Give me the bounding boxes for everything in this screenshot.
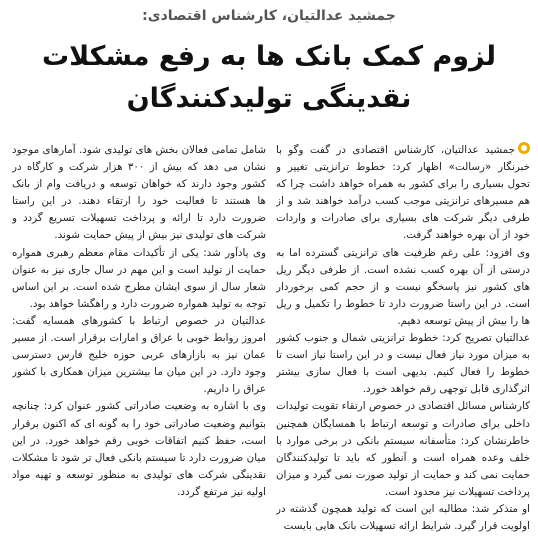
paragraph-9: وی با اشاره به وضعیت صادراتی کشور عنوان کرد: چنانچه بتوانیم وضعیت صادراتی خود را به گونه ای که اکنون برقرار است، حفظ کنیم اتفاقات خوبی رقم خواهد خورد. در این میان ضرورت دارد تا سیستم بانکی فعال تر شود تا مشکلات نقدینگی شرکت های تولیدی به منظور توسعه و تهیه مواد اولیه نیز مرتفع گردد. — [12, 400, 266, 498]
bullet-icon — [518, 142, 530, 154]
article-headline: لزوم کمک بانک ها به رفع مشکلات نقدینگی تولیدکنندگان — [42, 41, 496, 114]
paragraph-1 — [276, 142, 530, 245]
paragraph-8: عدالتیان در خصوص ارتباط با کشورهای همسایه گفت: امروز روابط خوبی با عراق و امارات برقرار است. از مسیر عمان نیز به بازارهای عربی حوزه خلیج فارس دسترسی وجود دارد. در این میان ما بیشترین میزان همکاری با کشور عراق را داریم. — [12, 314, 266, 396]
paragraph-3: عدالتیان تصریح کرد: خطوط ترانزیتی شمال و جنوب کشور به میزان مورد نیاز فعال نیست و در این راستا نیاز است تا خطوط را فعال کنیم. بدیهی است با فعال سازی بیشتر اثرگذاری قابل توجهی رقم خواهد خورد. — [276, 332, 530, 396]
article-kicker: جمشید عدالتیان، کارشناس اقتصادی: — [142, 8, 396, 24]
paragraph-1-text: جمشید عدالتیان، کارشناس اقتصادی در گفت وگو با خبرنگار «رسالت» اظهار کرد: خطوط ترانزیتی تغییر و تحول بسیاری را برای کشور به همراه خواهد داشت چرا که هم مسیرهای ترانزیتی موجب کسب درآمد خواهند شد و از طرفی دیگر شرکت های بسیاری برای صادرات و واردات خود از آن بهره خواهند گرفت. — [276, 144, 530, 242]
paragraph-4: کارشناس مسائل اقتصادی در خصوص ارتقاء تقویت تولیدات داخلی برای صادرات و توسعه ارتباط با همسایگان همچنین خاطرنشان کرد: متأسفانه سیستم بانکی در برخی موارد با خلف وعده همراه است و آنطور که باید تا تولیدکنندگان حمایت نمی کند و حمایت از تولید صورت نمی گیرد و میزان پرداخت تسهیلات نیز محدود است. — [276, 400, 530, 498]
paragraph-2: وی افزود: علی رغم ظرفیت های ترانزیتی گسترده اما به درستی از آن بهره کسب نشده است. از طرفی دیگر ریل های کشور نیز پاسخگو نیست و از حجم کمی برخوردار است. در این راستا ضرورت دارد تا خطوط را تکمیل و ریل ها را بیش از پیش توسعه دهیم. — [276, 246, 530, 327]
article-column-left — [12, 142, 266, 540]
paragraph-7: وی یادآور شد: یکی از تأکیدات مقام معظم رهبری همواره حمایت از تولید است و این مهم در سال جاری نیز به عنوان شعار سال از سوی ایشان مطرح شده است. بر این اساس توجه به تولید همواره ضرورت دارد و راهگشا خواهد بود. — [12, 246, 266, 310]
article-column-right — [276, 142, 530, 540]
paragraph-5: او متذکر شد: مطالبه این است که تولید همچون گذشته در اولویت قرار گیرد. شرایط ارائه تسهیلات بانک هایی بایست — [276, 502, 530, 533]
paragraph-6: شامل تمامی فعالان بخش های تولیدی شود. آمارهای موجود نشان می دهد که بیش از ۳۰۰ هزار شرکت و کارگاه در کشور وجود دارند که خواهان توسعه و دریافت وام از بانک ها هستند تا فعالیت خود را ارتقاء دهند. در این راستا ضرورت دارد تا ارائه و پرداخت تسهیلات تسریع گردد و شرکت های تولیدی نیز بیش از پیش حمایت شوند. — [12, 144, 266, 242]
